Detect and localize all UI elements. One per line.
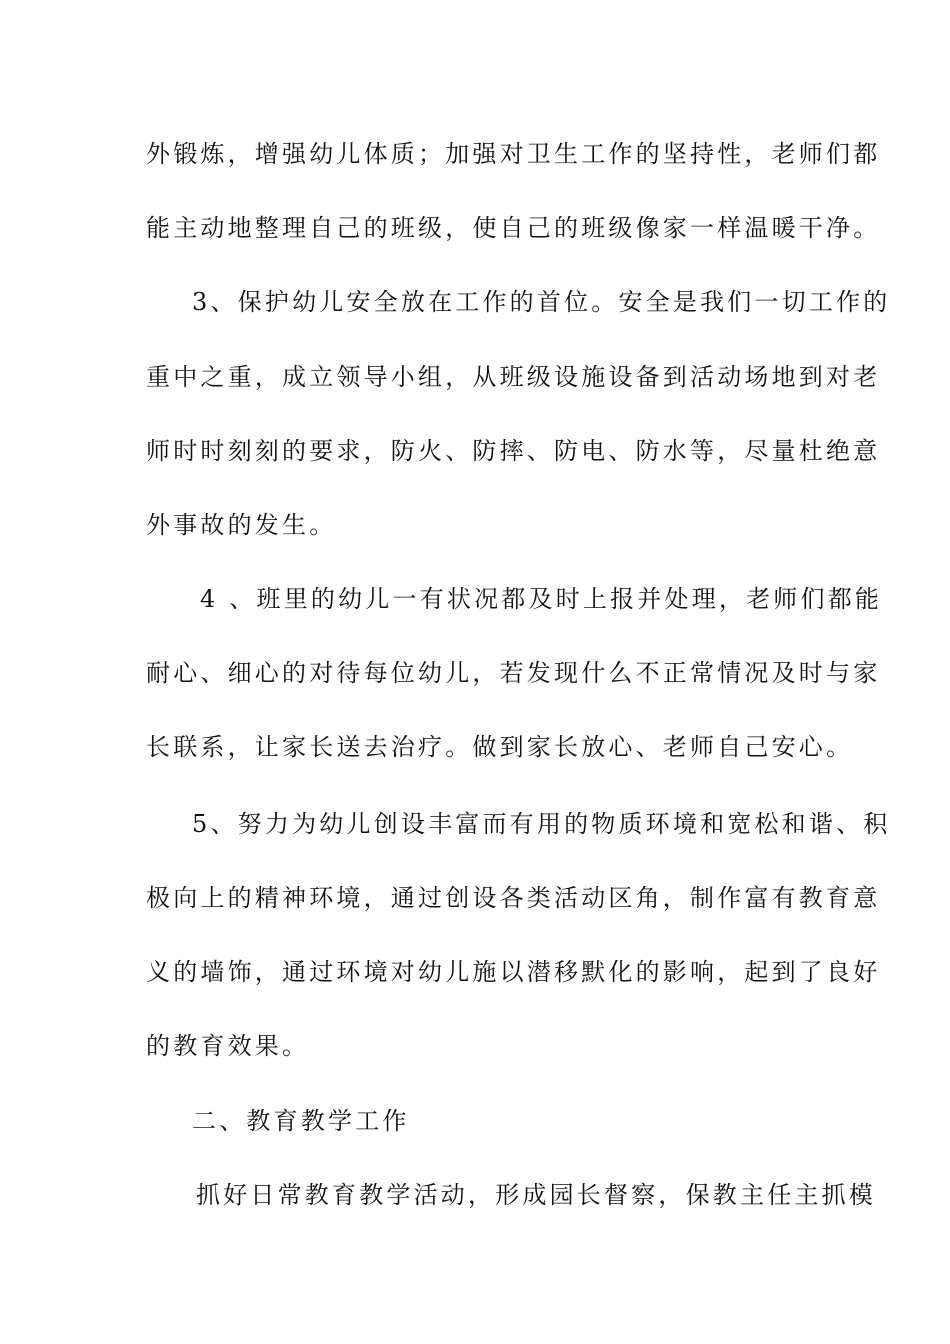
paragraph-line: 3、保护幼儿安全放在工作的首位。安全是我们一切工作的 [192, 288, 891, 316]
paragraph-line: 外锻炼，增强幼儿体质；加强对卫生工作的坚持性，老师们都 [146, 140, 881, 168]
paragraph-line: 抓好日常教育教学活动，形成园长督察，保教主任主抓模 [196, 1181, 876, 1209]
paragraph-line: 长联系，让家长送去治疗。做到家长放心、老师自己安心。 [146, 733, 854, 761]
paragraph-line: 耐心、细心的对待每位幼儿，若发现什么不正常情况及时与家 [146, 659, 881, 687]
paragraph-line: 4 、班里的幼儿一有状况都及时上报并处理，老师们都能 [200, 585, 883, 613]
paragraph-line: 极向上的精神环境，通过创设各类活动区角，制作富有教育意 [146, 884, 881, 912]
paragraph-line: 5、努力为幼儿创设丰富而有用的物质环境和宽松和谐、积 [192, 810, 891, 838]
paragraph-line: 重中之重，成立领导小组，从班级设施设备到活动场地到对老 [146, 363, 881, 391]
section-heading: 二、教育教学工作 [192, 1107, 410, 1135]
paragraph-line: 师时时刻刻的要求，防火、防摔、防电、防水等，尽量杜绝意 [146, 437, 881, 465]
paragraph-line: 外事故的发生。 [146, 511, 337, 539]
paragraph-line: 义的墙饰，通过环境对幼儿施以潜移默化的影响，起到了良好 [146, 958, 881, 986]
paragraph-line: 的教育效果。 [146, 1032, 310, 1060]
paragraph-line: 能主动地整理自己的班级，使自己的班级像家一样温暖干净。 [146, 214, 881, 242]
